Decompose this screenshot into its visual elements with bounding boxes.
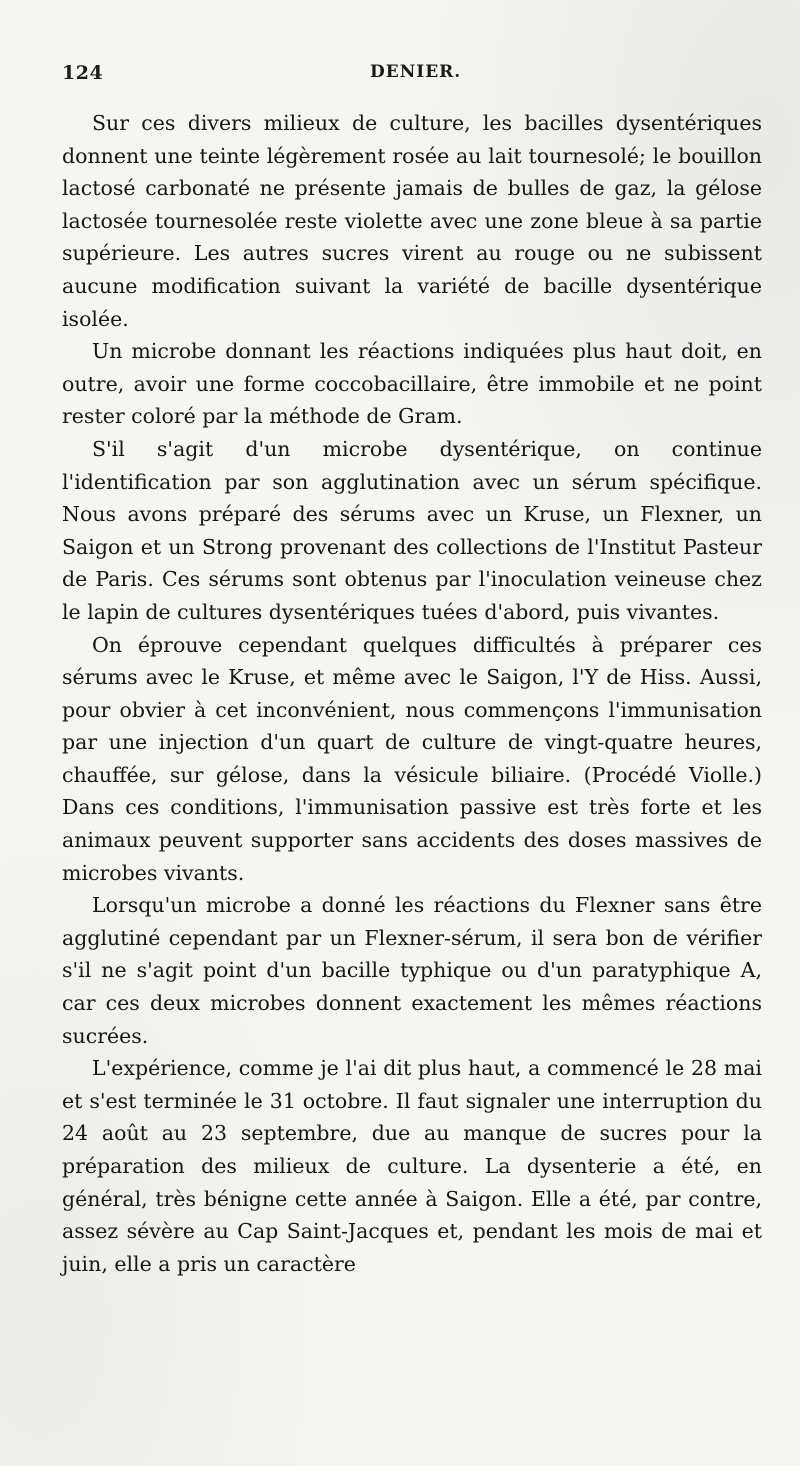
running-title: DENIER. [370, 62, 462, 82]
paragraph-experience-dates: L'expérience, comme je l'ai dit plus haut, a commencé le 28 mai et s'est terminée le 31 octobre. Il faut signaler une interruption du 24 août au 23 septembre, due au manque de sucres pour la préparation des milieux de culture. La dysenterie a été, en général, très bénigne cette année à Saigon. Elle a été, par contre, assez sévère au Cap Saint-Jacques et, pendant les mois de mai et juin, elle a pris un caractère [62, 1056, 762, 1276]
paragraph-microbe-form: Un microbe donnant les réactions indiquées plus haut doit, en outre, avoir une forme coccobacillaire, être immobile et ne point rester coloré par la méthode de Gram. [62, 339, 762, 429]
paragraph-flexner-check: Lorsqu'un microbe a donné les réactions du Flexner sans être agglutiné cependant par un Flexner-sérum, il sera bon de vérifier s'il ne s'agit point d'un bacille typhique ou d'un paratyphique A, car ces deux microbes donnent exactement les mêmes réactions sucrées. [62, 893, 762, 1048]
paragraph-agglutination: S'il s'agit d'un microbe dysentérique, on continue l'identification par son agglutination avec un sérum spécifique. Nous avons préparé des sérums avec un Kruse, un Flexner, un Saigon et un Strong provenant des collections de l'Institut Pasteur de Paris. Ces sérums sont obtenus par l'inoculation veineuse chez le lapin de cultures dysentériques tuées d'abord, puis vivantes. [62, 436, 762, 624]
paragraph-serum-difficulties: On éprouve cependant quelques difficultés à préparer ces sérums avec le Kruse, et même avec le Saigon, l'Y de Hiss. Aussi, pour obvier à cet inconvénient, nous commençons l'immunisation par une injection d'un quart de culture de vingt-quatre heures, chauffée, sur gélose, dans la vésicule biliaire. (Procédé Violle.) Dans ces conditions, l'immunisation passive est très forte et les animaux peuvent supporter sans accidents des doses massives de microbes vivants. [62, 632, 762, 885]
body-text [62, 107, 762, 1280]
running-header [62, 62, 752, 92]
paragraph-culture-media: Sur ces divers milieux de culture, les bacilles dysentériques donnent une teinte légèrement rosée au lait tournesolé; le bouillon lactosé carbonaté ne présente jamais de bulles de gaz, la gélose lactosée tournesolée reste violette avec une zone bleue à sa partie supérieure. Les autres sucres virent au rouge ou ne subissent aucune modification suivant la variété de bacille dysentérique isolée. [62, 111, 762, 331]
page-number: 124 [62, 62, 104, 84]
